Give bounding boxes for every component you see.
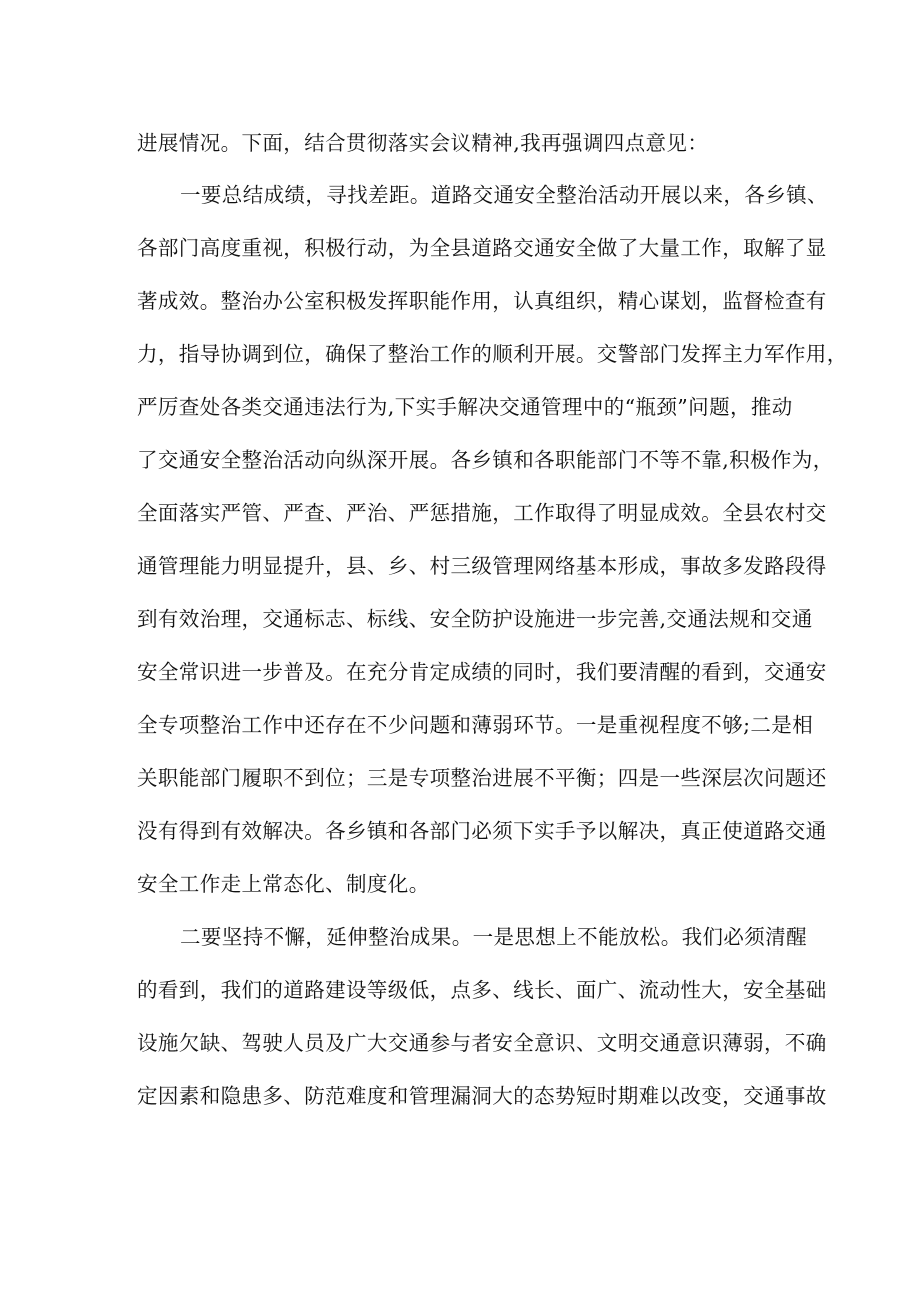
- line-text: 的看到，我们的道路建设等级低，点多、线长、面广、流动性大，安全基础: [137, 978, 827, 1002]
- line-text: 关职能部门履职不到位；三是专项整治进展不平衡；四是一些深层次问题还: [137, 766, 827, 790]
- text-line: [0, 758, 920, 798]
- line-text: 定因素和隐患多、防范难度和管理漏洞大的态势短时期难以改变，交通事故: [137, 1084, 827, 1108]
- text-line: [0, 175, 920, 215]
- line-text: 到有效治理，交通标志、标线、安全防护设施进一步完善,交通法规和交通: [137, 607, 813, 631]
- line-text: 设施欠缺、驾驶人员及广大交通参与者安全意识、文明交通意识薄弱，不确: [137, 1031, 827, 1055]
- text-line: [0, 652, 920, 692]
- text-line: [0, 970, 920, 1010]
- line-text: 进展情况。下面，结合贯彻落实会议精神,我再强调四点意见：: [137, 131, 709, 155]
- text-line: [0, 599, 920, 639]
- text-line: [0, 334, 920, 374]
- line-text: 一要总结成绩，寻找差距。道路交通安全整治活动开展以来，各乡镇、: [180, 183, 828, 207]
- line-text: 全面落实严管、严查、严治、严惩措施，工作取得了明显成效。全县农村交: [137, 501, 827, 525]
- text-line: [0, 387, 920, 427]
- text-line: [0, 493, 920, 533]
- text-line: [0, 1023, 920, 1063]
- text-line: [0, 123, 920, 163]
- line-text: 安全常识进一步普及。在充分肯定成绩的同时，我们要清醒的看到，交通安: [137, 660, 827, 684]
- text-line: [0, 281, 920, 321]
- text-line: [0, 811, 920, 851]
- line-text: 全专项整治工作中还存在不少问题和薄弱环节。一是重视程度不够;二是相: [137, 713, 814, 737]
- text-line: [0, 917, 920, 957]
- line-text: 各部门高度重视，积极行动，为全县道路交通安全做了大量工作，取解了显: [137, 236, 827, 260]
- text-line: [0, 1076, 920, 1116]
- text-line: [0, 705, 920, 745]
- line-text: 没有得到有效解决。各乡镇和各部门必须下实手予以解决，真正使道路交通: [137, 819, 827, 843]
- line-text: 通管理能力明显提升，县、乡、村三级管理网络基本形成，事故多发路段得: [137, 554, 827, 578]
- text-line: [0, 228, 920, 268]
- line-text: 力，指导协调到位，确保了整治工作的顺利开展。交警部门发挥主力军作用，: [137, 342, 848, 366]
- line-text: 安全工作走上常态化、制度化。: [137, 872, 430, 896]
- text-line: [0, 440, 920, 480]
- line-text: 著成效。整治办公室积极发挥职能作用，认真组织，精心谋划，监督检查有: [137, 289, 827, 313]
- text-line: [0, 864, 920, 904]
- line-text: 二要坚持不懈，延伸整治成果。一是思想上不能放松。我们必须清醒: [180, 925, 807, 949]
- line-text: 了交通安全整治活动向纵深开展。各乡镇和各职能部门不等不靠,积极作为，: [137, 448, 834, 472]
- line-text: 严厉查处各类交通违法行为,下实手解决交通管理中的“瓶颈”问题，推动: [137, 395, 793, 419]
- text-line: [0, 546, 920, 586]
